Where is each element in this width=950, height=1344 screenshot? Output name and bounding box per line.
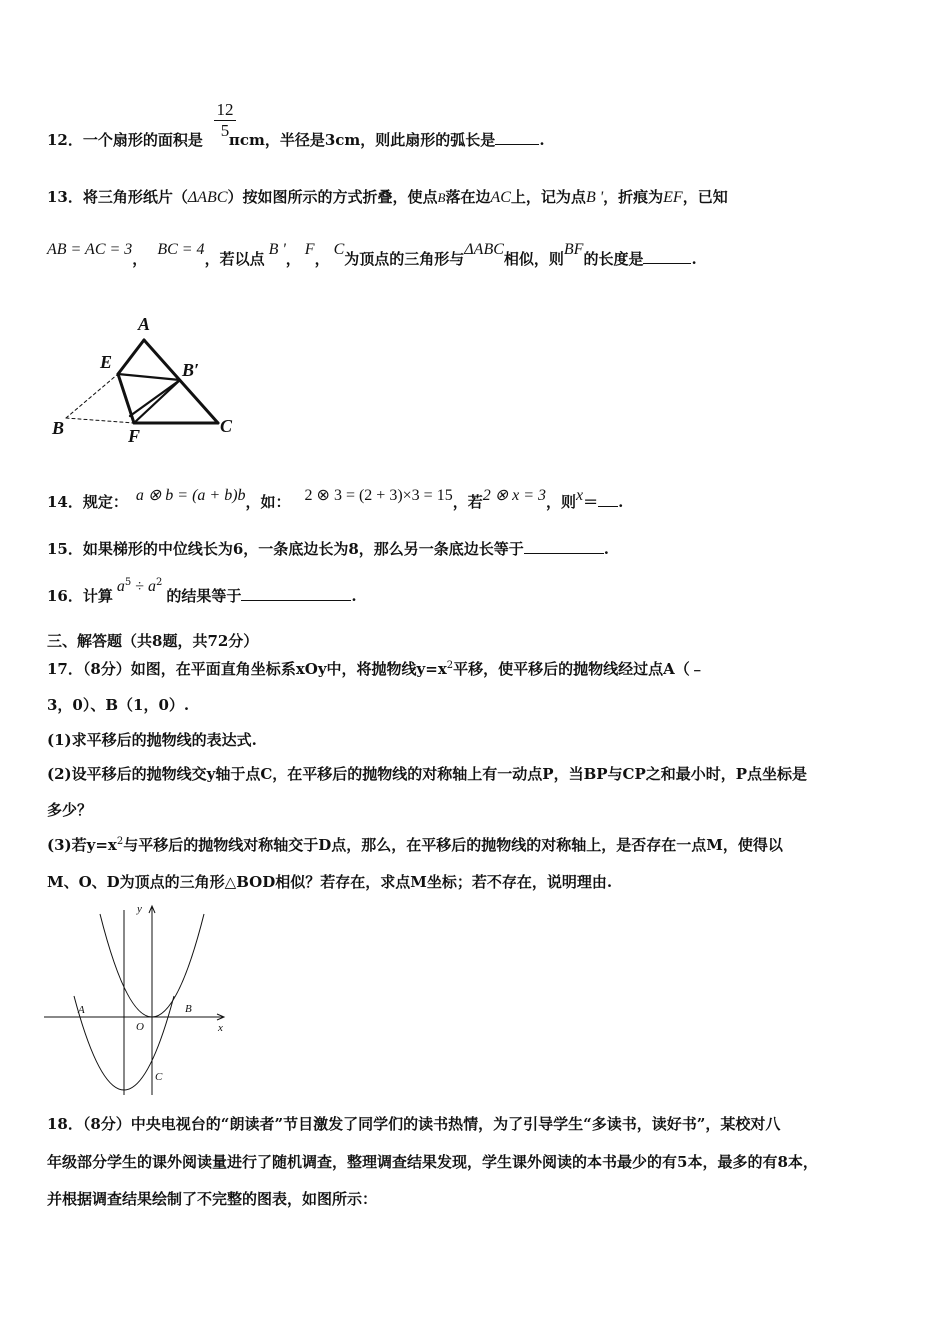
q13-math-AC: AC [490, 189, 511, 206]
q13-math-B: B [437, 190, 446, 205]
q13-comma-1: ， [132, 250, 148, 268]
q12-frac-denominator: 5 [220, 121, 230, 140]
question-17-part3 [47, 834, 783, 855]
q13-math-BF: BF [563, 241, 584, 258]
section-3-heading: 三、解答题（共8题，共72分） [47, 632, 259, 650]
q16-exp-5: 5 [124, 577, 132, 588]
q14-math-definition: a ⊗ b = (a + b)b [135, 487, 246, 504]
fig13-label-F: F [128, 426, 141, 446]
q13-math-bc: BC = 4 [157, 241, 205, 258]
q12-end: . [539, 131, 545, 149]
q16-text: 的结果等于 [166, 587, 242, 605]
q14-math-x: x [576, 487, 584, 504]
q17-p3-text-b: 与平移后的抛物线对称轴交于D点，那么，在平移后的抛物线的对称轴上，是否存在一点M，使得以 [123, 836, 783, 854]
q12-text: πcm，半径是3cm，则此扇形的弧长是 [228, 131, 496, 149]
q13-answer-blank [643, 249, 691, 264]
q16-lead: 16．计算 [47, 587, 113, 605]
q13-text-length: 的长度是 [583, 250, 644, 268]
question-14 [47, 484, 624, 511]
question-18-line3: 并根据调查结果绘制了不完整的图表，如图所示： [47, 1190, 378, 1208]
q13-text-e: ，折痕为 [603, 188, 664, 206]
question-17-line2: 3，0）、B（1，0）. [47, 696, 190, 714]
fig13-edge-ac [144, 340, 218, 423]
fig17-label-B: B [185, 1003, 192, 1015]
q13-comma-2: ， [285, 250, 301, 268]
fig17-label-x: x [218, 1022, 223, 1034]
q12-frac-numerator: 12 [214, 100, 236, 121]
q13-text-similar: 相似，则 [503, 250, 564, 268]
fig13-label-A: A [138, 314, 151, 334]
q13-math-EF: EF [663, 189, 683, 206]
q17-sup-1: 2 [446, 660, 454, 671]
q13-text-f: ，已知 [682, 188, 728, 206]
question-17-part2: (2)设平移后的抛物线交y轴于点C，在平移后的抛物线的对称轴上有一动点P，当BP与CP之和最小时，P点坐标是 [47, 765, 808, 783]
fig13-label-E: E [100, 352, 113, 372]
q13-text-a: 13．将三角形纸片（ [47, 188, 188, 206]
q16-end: . [351, 587, 357, 605]
fig13-label-C: C [220, 416, 233, 436]
q13-text-d: 上，记为点 [510, 188, 586, 206]
q13-math-F: F [304, 241, 315, 258]
question-17-part4: M、O、D为顶点的三角形△BOD相似？若存在，求点M坐标；若不存在，说明理由. [47, 873, 613, 891]
fig17-label-C: C [155, 1071, 163, 1083]
question-16 [47, 577, 357, 606]
q13-math-C: C [333, 241, 345, 258]
q15-answer-blank [524, 539, 604, 554]
q14-math-condition: 2 ⊗ x = 3 [482, 487, 547, 504]
q17-parabola-figure [42, 900, 232, 1100]
q13-math-ab-ac: AB = AC = 3 [47, 241, 133, 258]
q14-math-example: 2 ⊗ 3 = (2 + 3)×3 = 15 [304, 487, 453, 504]
fig13-edge-a-e [118, 340, 144, 374]
q14-equals: ＝ [583, 493, 599, 511]
q12-lead: 12．一个扇形的面积是 [47, 131, 203, 149]
q14-answer-blank [598, 492, 618, 507]
question-17-part1: (1)求平移后的抛物线的表达式. [47, 731, 257, 749]
question-12 [47, 129, 545, 150]
q17-text-1b: 平移，使平移后的抛物线经过点A（﹣ [453, 660, 705, 678]
fig13-edge-e-bp [118, 374, 180, 380]
q14-end: . [618, 493, 624, 511]
question-15 [47, 538, 609, 559]
fig13-dashed-b-f [66, 418, 134, 423]
question-18-line2: 年级部分学生的课外阅读量进行了随机调查，整理调查结果发现，学生课外阅读的本书最少的有5本，最多的有8本， [47, 1153, 818, 1171]
fig13-edge-f-bp [134, 380, 180, 423]
fig17-label-O: O [136, 1021, 144, 1033]
q13-text-c: 落在边 [445, 188, 491, 206]
question-18-line1: 18．（8分）中央电视台的“朗读者”节目激发了同学们的读书热情，为了引导学生“多读书，读好书”，某校对八 [47, 1115, 781, 1133]
q17-text-1: 17．（8分）如图，在平面直角坐标系xOy中，将抛物线y=x [47, 660, 447, 678]
fig17-label-A: A [78, 1004, 85, 1016]
q13-comma-3: ， [314, 250, 330, 268]
q13-text-vertex: 为顶点的三角形与 [344, 250, 465, 268]
fig13-label-Bprime: B′ [182, 360, 200, 380]
q13-math-triangle: ΔABC [187, 189, 228, 206]
q17-p3-sup: 2 [116, 836, 124, 847]
fig13-label-B: B [52, 418, 65, 438]
q13-math-Bprime: B ' [585, 189, 604, 206]
question-17-part2-cont: 多少？ [47, 801, 93, 819]
q15-end: . [603, 540, 609, 558]
fig13-dashed-b-e [66, 374, 118, 418]
q16-divide: ÷ [135, 578, 145, 595]
question-13-line2 [47, 238, 697, 268]
q16-base-a2: a [148, 578, 157, 595]
q13-math-triangle-2: ΔABC [464, 241, 504, 258]
question-17-line1 [47, 658, 705, 679]
q16-answer-blank [241, 586, 351, 601]
q14-text-if: ，若 [452, 493, 483, 511]
q13-text-b: ）按如图所示的方式折叠，使点 [227, 188, 438, 206]
q13-math-Bprime-2: B ' [268, 241, 286, 258]
q14-lead: 14．规定： [47, 493, 128, 511]
fig17-label-y: y [137, 903, 142, 915]
q14-text-example: ，如： [245, 493, 291, 511]
fig13-edge-ef-b [130, 380, 180, 416]
q14-text-then: ，则 [546, 493, 577, 511]
q17-p3-text: (3)若y=x [47, 836, 117, 854]
question-13-line1 [47, 186, 728, 207]
q13-end: . [691, 250, 697, 268]
q15-text: 15．如果梯形的中位线长为6，一条底边长为8，那么另一条底边长等于 [47, 540, 524, 558]
q13-triangle-figure [48, 312, 248, 447]
q16-base-a1: a [116, 578, 125, 595]
q12-answer-blank [495, 130, 539, 145]
q16-exp-2: 2 [156, 577, 163, 588]
q13-text-ruo: ，若以点 [204, 250, 265, 268]
